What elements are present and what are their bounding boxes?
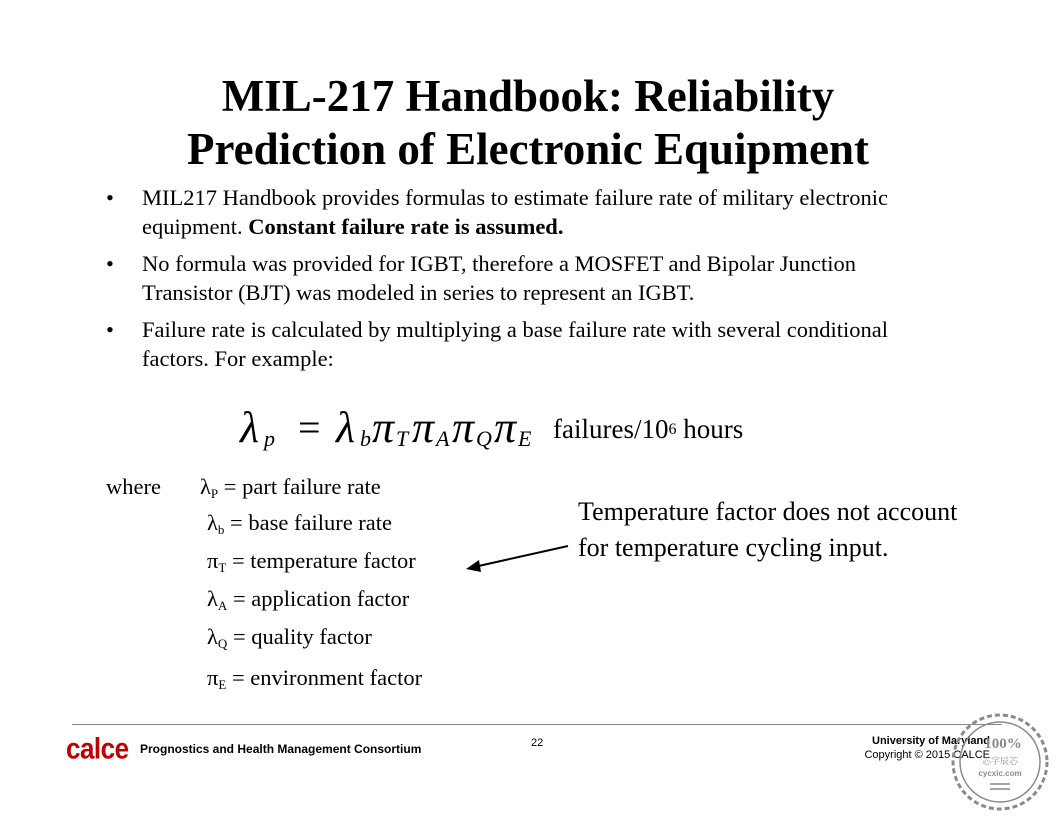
eq-term-symbol: π — [452, 403, 475, 452]
temperature-note: Temperature factor does not account for temperature cycling input. — [578, 497, 958, 562]
where-label: where — [106, 474, 161, 499]
def-symbol: λ — [200, 474, 211, 499]
def-symbol: π — [207, 548, 219, 573]
eq-term-sub: T — [396, 426, 409, 451]
eq-term-symbol: π — [372, 403, 395, 452]
seal-top-text: 100% — [984, 736, 1022, 752]
eq-term-symbol: λ — [336, 403, 356, 452]
university-name: University of Maryland — [872, 735, 990, 747]
unit-suffix: hours — [676, 414, 744, 444]
bullet-bold-text: Constant failure rate is assumed. — [248, 214, 564, 239]
title-line-1: MIL-217 Handbook: Reliability — [221, 71, 835, 121]
footer-divider — [72, 724, 1002, 725]
def-symbol: λ — [207, 624, 218, 649]
page-number: 22 — [531, 737, 544, 749]
bullet-text: Failure rate is calculated by multiplying a base failure rate with several conditional factors. For example: — [142, 317, 888, 371]
bullet-item — [106, 315, 926, 373]
definition-base-failure-rate — [207, 510, 392, 536]
def-symbol: λ — [207, 586, 218, 611]
def-sub: T — [218, 560, 227, 575]
def-text: = quality factor — [227, 624, 372, 649]
def-sub: Q — [217, 636, 228, 651]
eq-term-symbol: π — [412, 403, 435, 452]
bullet-text: No formula was provided for IGBT, therefore a MOSFET and Bipolar Junction Transistor (BJT) was modeled in series to represent an IGBT. — [142, 251, 857, 305]
consortium-name: Prognostics and Health Management Consortium — [140, 742, 422, 756]
eq-lambda-p-symbol: λ — [240, 403, 260, 452]
seal-url-text: cycxic.com — [978, 769, 1022, 778]
def-symbol: π — [207, 665, 219, 690]
bullet-dot: • — [106, 185, 114, 210]
arrow-head — [466, 560, 481, 572]
title-line-2: Prediction of Electronic Equipment — [186, 124, 870, 174]
definition-quality-factor — [207, 624, 372, 650]
seal-middle-text: 芯字辰芯 — [981, 757, 1019, 767]
bullet-list — [106, 183, 926, 381]
eq-term-sub: A — [436, 426, 450, 451]
definition-part-failure-rate — [200, 474, 381, 500]
definition-environment-factor — [207, 665, 422, 691]
eq-term-sub: Q — [476, 426, 492, 451]
unit-prefix: failures/10 — [553, 414, 669, 444]
def-sub: P — [210, 486, 219, 501]
def-text: = application factor — [227, 586, 410, 611]
eq-term-symbol: π — [494, 403, 517, 452]
bullet-dot: • — [106, 251, 114, 276]
eq-lambda-p-sub: p — [264, 426, 275, 451]
watermark-seal — [950, 712, 1050, 812]
calce-logo: calce — [66, 731, 129, 766]
eq-term-sub: b — [360, 426, 371, 451]
def-sub: E — [218, 677, 227, 692]
equation-unit — [553, 414, 743, 445]
definition-application-factor — [207, 586, 409, 612]
def-symbol: λ — [207, 510, 218, 535]
def-sub: A — [217, 598, 228, 613]
unit-exponent: 6 — [668, 421, 677, 438]
def-text: = environment factor — [226, 665, 423, 690]
eq-equals: = — [298, 405, 321, 450]
bullet-item — [106, 249, 926, 307]
bullet-text: MIL217 Handbook provides formulas to estimate failure rate of military electronic equipment. — [142, 185, 889, 239]
def-text: = temperature factor — [226, 548, 416, 573]
slide-title — [0, 70, 1056, 176]
arrow-line — [474, 546, 568, 567]
def-sub: b — [217, 522, 225, 537]
definition-temperature-factor — [207, 548, 416, 574]
copyright: Copyright © 2015 CALCE — [864, 749, 990, 761]
bullet-dot: • — [106, 317, 114, 342]
bullet-item — [106, 183, 926, 241]
def-text: = part failure rate — [218, 474, 381, 499]
def-text: = base failure rate — [224, 510, 393, 535]
eq-term-sub: E — [518, 426, 532, 451]
